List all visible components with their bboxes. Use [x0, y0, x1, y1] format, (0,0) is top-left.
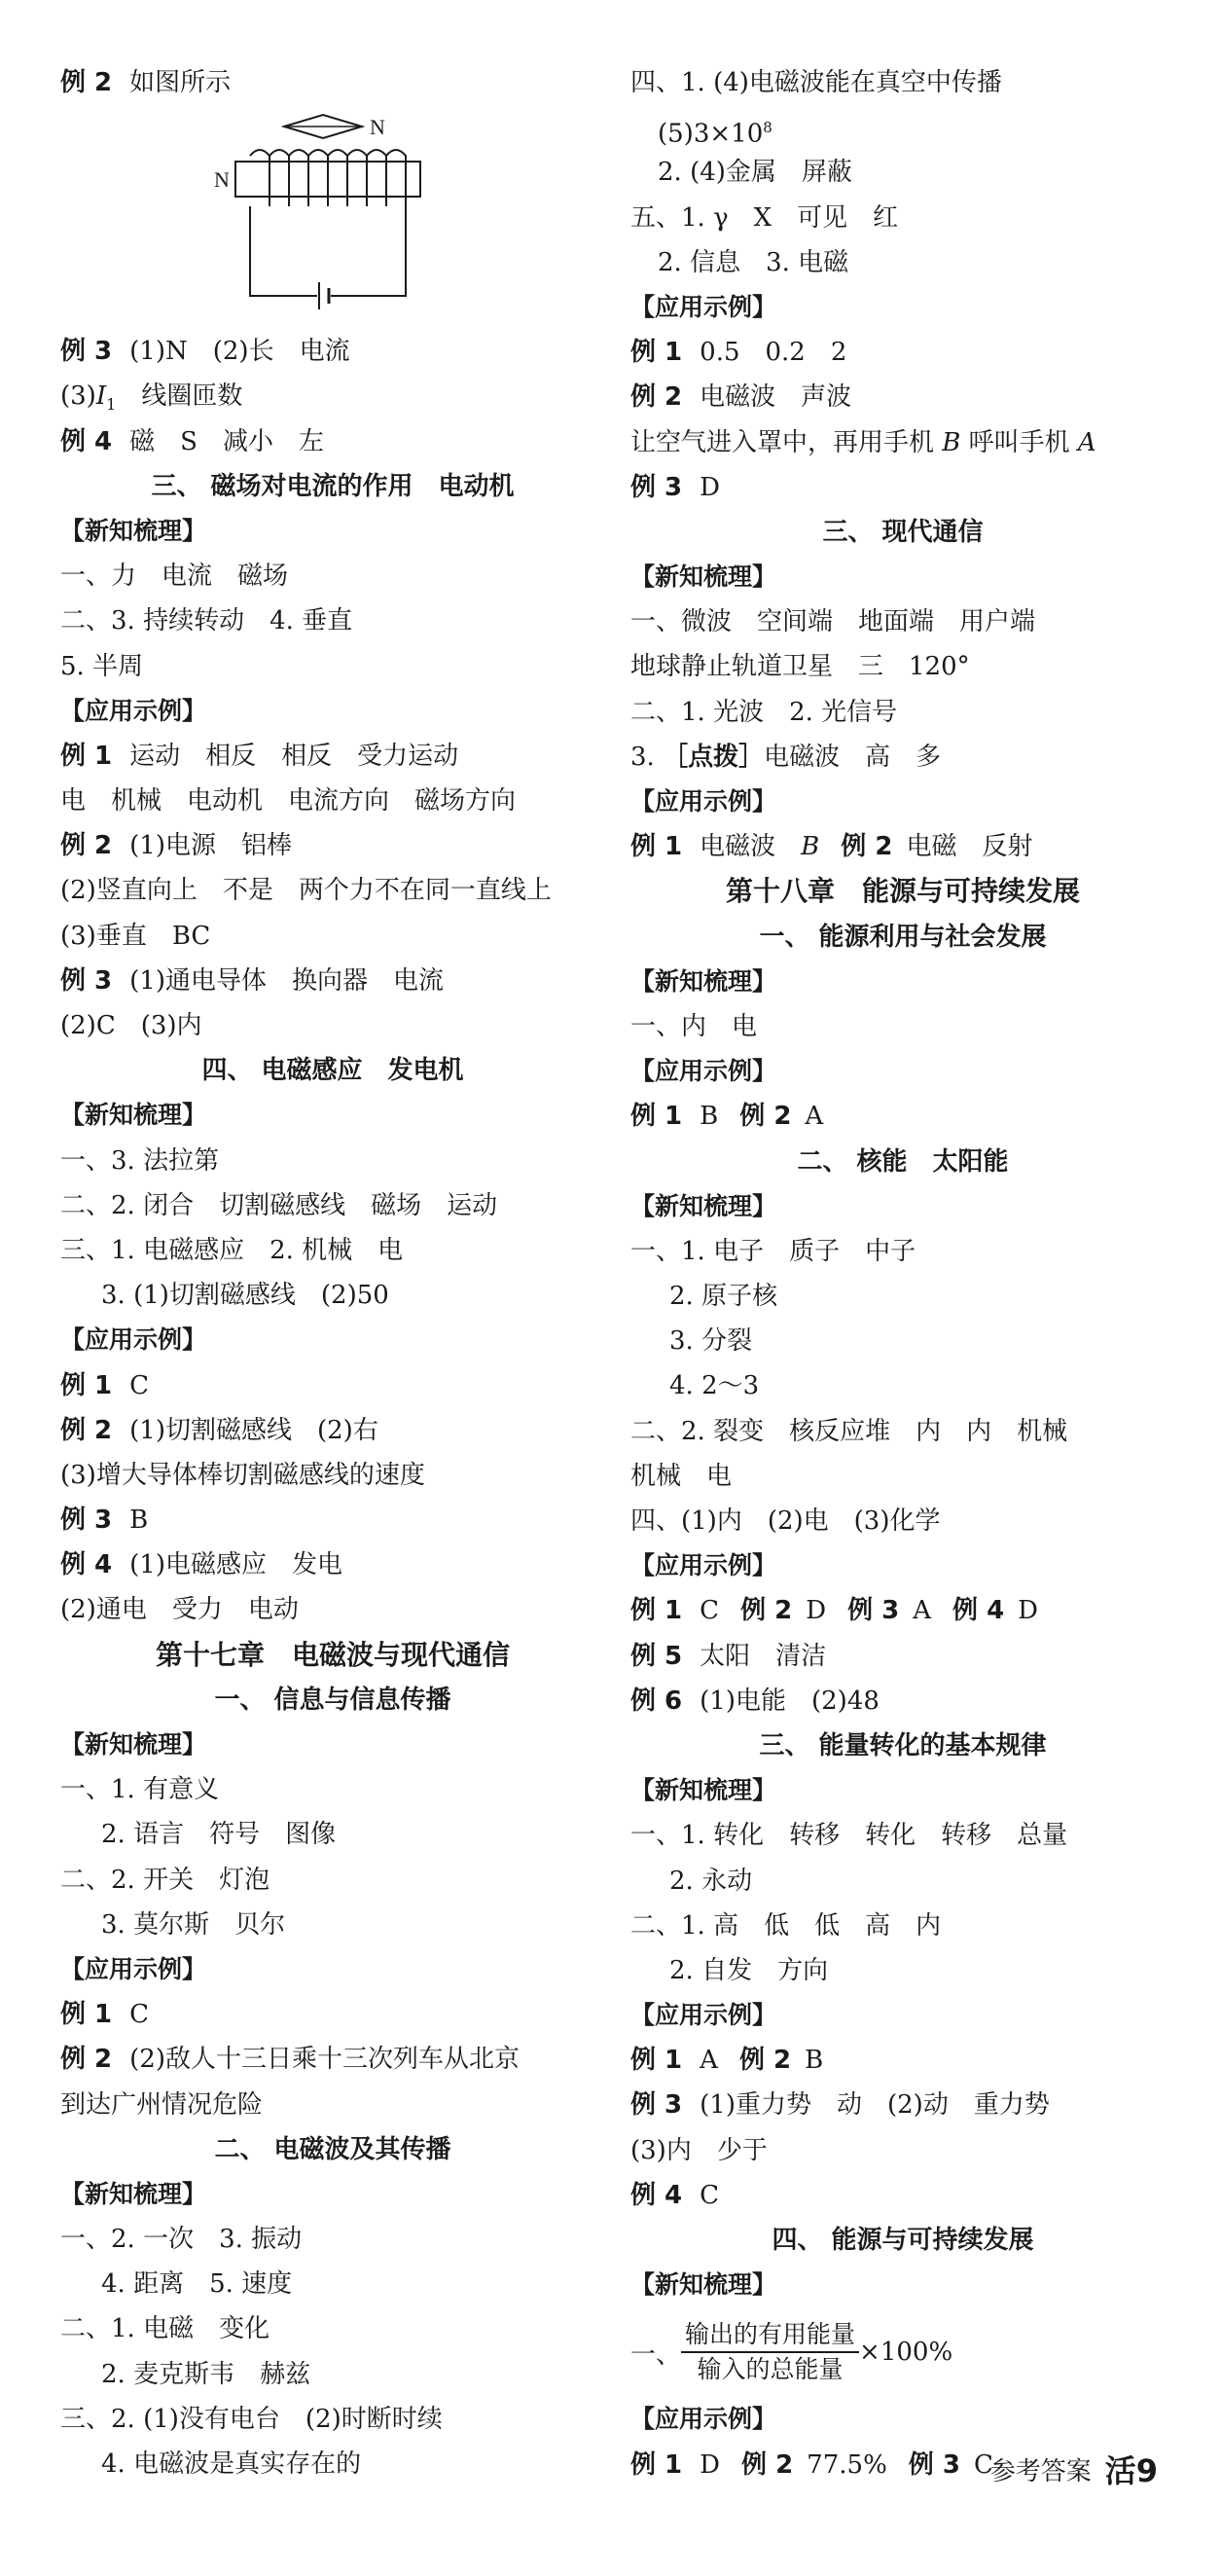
text-line: A — [805, 1102, 824, 1132]
text-line: 例 1 — [630, 832, 683, 862]
text-line: 电磁 反射 — [906, 832, 1033, 862]
text-line: 四、(1)内 (2)电 (3)化学 — [630, 1506, 941, 1536]
text-line: 到达广州情况危险 — [60, 2089, 264, 2120]
text-line: 输出的有用能量 — [681, 2318, 859, 2353]
text-line: ［点拨］ — [663, 742, 765, 772]
text-line: 二、3. 持续转动 4. 垂直 — [60, 606, 353, 636]
text-line: 2. 永动 — [669, 1866, 753, 1896]
text-line: 【新知梳理】 — [60, 1730, 207, 1759]
text-line — [630, 735, 1175, 780]
text-line: ×100% — [859, 2338, 953, 2368]
text-line: 例 1 — [60, 741, 113, 771]
text-line: 3. — [630, 742, 664, 772]
text-line: 【应用示例】 — [630, 292, 777, 321]
text-line: 2. 自发 方向 — [669, 1955, 829, 1985]
text-line: 3. (1)切割磁感线 (2)50 — [101, 1281, 389, 1311]
text-line: D — [1018, 1596, 1039, 1626]
text-line: 例 3 — [60, 1506, 113, 1536]
footer-label: 参考答案 — [989, 2456, 1092, 2486]
text-line: (2)敌人十三日乘十三次列车从北京 — [129, 2045, 520, 2075]
text-line — [630, 1634, 1175, 1679]
text-line: 如图所示 — [129, 68, 232, 97]
text-line — [60, 1542, 605, 1587]
text-line: 2. 麦克斯韦 赫兹 — [101, 2359, 311, 2389]
text-line: 电磁波 声波 — [700, 382, 852, 413]
text-line: 例 1 — [630, 1596, 683, 1626]
section-title: 四、 电磁感应 发电机 — [201, 1056, 464, 1086]
text-line: A — [1077, 427, 1096, 457]
text-line: 电 机械 电动机 电流方向 磁场方向 — [60, 786, 517, 816]
text-line: 例 4 — [60, 1550, 113, 1580]
solenoid-svg — [60, 105, 605, 329]
north-label-top: N — [370, 115, 385, 140]
text-line: 例 2 — [60, 1415, 113, 1445]
text-line: 例 2 — [60, 2045, 113, 2075]
text-line: 例 1 — [630, 2046, 683, 2076]
text-line: 例 2 — [739, 1102, 792, 1132]
subheading: 【应用示例】 — [60, 696, 207, 725]
text-line: 五、1. γ X 可见 红 — [630, 202, 899, 233]
text-line: 例 4 — [60, 426, 113, 456]
text-line: 电磁波 高 多 — [764, 742, 942, 772]
text-line: 呼叫手机 — [960, 427, 1078, 457]
coil-icon — [250, 150, 406, 206]
text-line: 例 2 — [738, 2046, 792, 2076]
text-line — [60, 1992, 605, 2037]
text-line: 二、1. 光波 2. 光信号 — [630, 697, 898, 727]
example-line — [60, 60, 605, 105]
text-line: A — [913, 1596, 932, 1626]
text-line — [60, 1498, 605, 1542]
section-title: 三、 现代通信 — [822, 517, 984, 547]
text-line — [630, 375, 1175, 419]
text-line: B — [942, 427, 961, 457]
text-line: 运动 相反 相反 受力运动 — [129, 741, 459, 771]
text-line: B — [700, 1102, 719, 1132]
text-line: C — [129, 1370, 150, 1400]
text-line: 【新知梳理】 — [630, 562, 777, 592]
text-line — [60, 419, 605, 464]
text-line: (1)N (2)长 电流 — [129, 337, 350, 367]
text-line: 机械 电 — [630, 1461, 733, 1491]
text-line: (1)电磁感应 发电 — [129, 1550, 342, 1580]
text-line: (1)通电导体 换向器 电流 — [129, 965, 444, 996]
text-line: 0.5 0.2 2 — [700, 338, 847, 368]
text-line — [60, 329, 605, 374]
section-title: 一、 能源利用与社会发展 — [759, 922, 1047, 952]
text-line: 一、力 电流 磁场 — [60, 562, 289, 592]
text-line — [630, 465, 1175, 510]
text-line: 一、 — [630, 2340, 682, 2370]
right-column — [630, 60, 1175, 2487]
text-line: 例 3 — [847, 1596, 900, 1626]
text-line: 一、3. 法拉第 — [60, 1145, 220, 1176]
text-line: (3)内 少于 — [630, 2135, 768, 2165]
text-line: 一、微波 空间端 地面端 用户端 — [630, 607, 1036, 637]
chapter-title: 第十七章 电磁波与现代通信 — [155, 1638, 510, 1671]
text-line: C — [700, 1596, 720, 1626]
section-title: 二、 电磁波及其传播 — [214, 2134, 451, 2164]
text-line: 二、1. 电磁 变化 — [60, 2314, 270, 2344]
efficiency-formula — [630, 2307, 1175, 2397]
text-line: (3)垂直 BC — [60, 921, 211, 951]
text-line: 4. 2～3 — [669, 1371, 760, 1401]
subheading: 【应用示例】 — [60, 1325, 207, 1355]
text-line: 三、2. (1)没有电台 (2)时断时续 — [60, 2404, 443, 2434]
north-label-left: N — [214, 167, 230, 193]
text-line: (2)通电 受力 电动 — [60, 1595, 299, 1625]
section-title: 二、 核能 太阳能 — [797, 1146, 1009, 1177]
text-line: 三、1. 电磁感应 2. 机械 电 — [60, 1235, 404, 1265]
text-line: 【新知梳理】 — [630, 1191, 777, 1220]
solenoid-diagram — [60, 105, 605, 329]
text-line: (2)C (3)内 — [60, 1011, 202, 1040]
text-line: 让空气进入罩中，再用手机 — [630, 427, 943, 457]
text-line: 4. 距离 5. 速度 — [101, 2269, 293, 2300]
text-line: 例 3 — [60, 337, 113, 367]
text-line — [630, 1094, 1175, 1139]
text-line — [60, 2037, 605, 2082]
text-line — [630, 1679, 1175, 1723]
text-line: (1)电能 (2)48 — [700, 1686, 880, 1716]
text-line: C — [129, 2000, 150, 2030]
section-title: 三、 能量转化的基本规律 — [759, 1730, 1047, 1760]
text-line — [630, 824, 1175, 869]
section-title: 四、 能源与可持续发展 — [772, 2226, 1034, 2255]
subheading: 【新知梳理】 — [60, 1101, 207, 1130]
text-line: 3. 分裂 — [669, 1326, 753, 1357]
text-line: 8 — [763, 119, 772, 137]
text-line: 磁 S 减小 左 — [129, 426, 324, 456]
text-line: 【新知梳理】 — [630, 1776, 777, 1805]
chapter-title: 第十八章 能源与可持续发展 — [725, 875, 1080, 908]
text-line: D — [806, 1596, 827, 1626]
text-line: 四、1. (4)电磁波能在真空中传播 — [630, 68, 1002, 97]
text-line: 例 3 — [630, 472, 683, 502]
text-line: B — [129, 1506, 149, 1536]
text-line: C — [700, 2180, 720, 2210]
text-line: 【应用示例】 — [630, 787, 777, 816]
text-line: 例 3 — [630, 2090, 683, 2121]
text-line: 例 4 — [952, 1596, 1005, 1626]
text-line: 【应用示例】 — [630, 1057, 777, 1086]
text-line: 3. 莫尔斯 贝尔 — [101, 1909, 286, 1940]
page-footer — [924, 2445, 1158, 2493]
text-line: 【新知梳理】 — [60, 2179, 207, 2208]
text-line: 二、2. 裂变 核反应堆 内 内 机械 — [630, 1416, 1068, 1446]
text-line: 1 — [106, 395, 117, 415]
text-line: 例 2 — [740, 1596, 793, 1626]
text-line: 【应用示例】 — [630, 2001, 777, 2030]
text-line: 例 6 — [630, 1686, 683, 1716]
text-line: I — [95, 381, 107, 412]
text-line: A — [700, 2046, 718, 2076]
text-line — [630, 105, 1175, 150]
text-line: 【应用示例】 — [60, 1954, 207, 1983]
text-line: 【新知梳理】 — [630, 966, 777, 996]
text-line — [60, 823, 605, 868]
text-line: 一、2. 一次 3. 振动 — [60, 2225, 303, 2255]
section-title: 三、 磁场对电流的作用 电动机 — [151, 471, 515, 501]
text-line: 例 4 — [630, 2180, 683, 2210]
text-line: 一、1. 有意义 — [60, 1775, 220, 1805]
text-line — [60, 959, 605, 1003]
text-line: C — [973, 2449, 993, 2480]
text-line — [60, 374, 605, 418]
text-line: 例 2 — [741, 2449, 794, 2480]
text-line: 例 1 — [60, 2000, 113, 2030]
text-line: (5)3×10 — [658, 119, 764, 149]
text-line: 线圈匝数 — [116, 381, 243, 412]
text-line: 例 5 — [630, 1641, 683, 1671]
text-line: 例 1 — [630, 338, 683, 368]
text-line: 二、2. 闭合 切割磁感线 磁场 运动 — [60, 1190, 498, 1220]
subheading: 【新知梳理】 — [60, 516, 207, 545]
text-line: 2. (4)金属 屏蔽 — [658, 158, 852, 188]
text-line: 一、1. 转化 转移 转化 转移 总量 — [630, 1821, 1068, 1851]
text-line: 例 1 — [60, 1370, 113, 1400]
text-line: 例 3 — [60, 965, 113, 996]
text-line: 【新知梳理】 — [630, 2270, 777, 2300]
text-line — [630, 420, 1175, 465]
text-line: 电磁波 — [700, 832, 802, 862]
section-title: 一、 信息与信息传播 — [214, 1685, 451, 1715]
text-line — [630, 330, 1175, 375]
text-line: 例 3 — [908, 2449, 960, 2480]
text-line — [60, 1363, 605, 1408]
page-number: 活9 — [1104, 2452, 1158, 2489]
text-line: 太阳 清洁 — [700, 1641, 827, 1671]
text-line: 例 2 — [60, 831, 113, 861]
text-line: B — [801, 832, 820, 862]
text-line: (3)增大导体棒切割磁感线的速度 — [60, 1460, 425, 1490]
text-line: 例 1 — [630, 1102, 683, 1132]
text-line: 例 2 — [60, 68, 113, 97]
text-line: 4. 电磁波是真实存在的 — [101, 2449, 362, 2479]
text-line: (1)重力势 动 (2)动 重力势 — [700, 2090, 1050, 2121]
text-line: 【应用示例】 — [630, 2405, 777, 2434]
text-line: (1)电源 铝棒 — [129, 831, 292, 861]
text-line: 例 2 — [630, 382, 683, 413]
text-line: B — [805, 2046, 824, 2076]
left-column — [60, 60, 605, 2486]
text-line: 77.5% — [807, 2449, 887, 2480]
text-line: 一、1. 电子 质子 中子 — [630, 1236, 916, 1266]
text-line: 2. 原子核 — [669, 1282, 778, 1312]
text-line: (3) — [60, 381, 96, 412]
text-line — [630, 1588, 1175, 1633]
text-line — [630, 2038, 1175, 2083]
text-line: 二、1. 高 低 低 高 内 — [630, 1910, 942, 1941]
text-line — [630, 2173, 1175, 2218]
text-line: 【应用示例】 — [630, 1551, 777, 1580]
text-line — [60, 734, 605, 779]
text-line: 2. 语言 符号 图像 — [101, 1820, 337, 1850]
text-line: 一、内 电 — [630, 1011, 758, 1041]
text-line: 输入的总能量 — [697, 2355, 844, 2384]
text-line: 2. 信息 3. 电磁 — [658, 247, 849, 277]
text-line: 例 2 — [841, 832, 893, 862]
text-line: 二、2. 开关 灯泡 — [60, 1865, 270, 1895]
text-line — [630, 2083, 1175, 2127]
text-line: D — [700, 2449, 721, 2480]
text-line: (2)竖直向上 不是 两个力不在同一直线上 — [60, 876, 552, 906]
text-line: (1)切割磁感线 (2)右 — [129, 1415, 378, 1445]
text-line: 例 1 — [630, 2449, 683, 2480]
text-line: 地球静止轨道卫星 三 120° — [630, 652, 970, 682]
text-line: 5. 半周 — [60, 651, 144, 681]
text-line — [60, 1408, 605, 1453]
text-line: D — [700, 472, 721, 502]
